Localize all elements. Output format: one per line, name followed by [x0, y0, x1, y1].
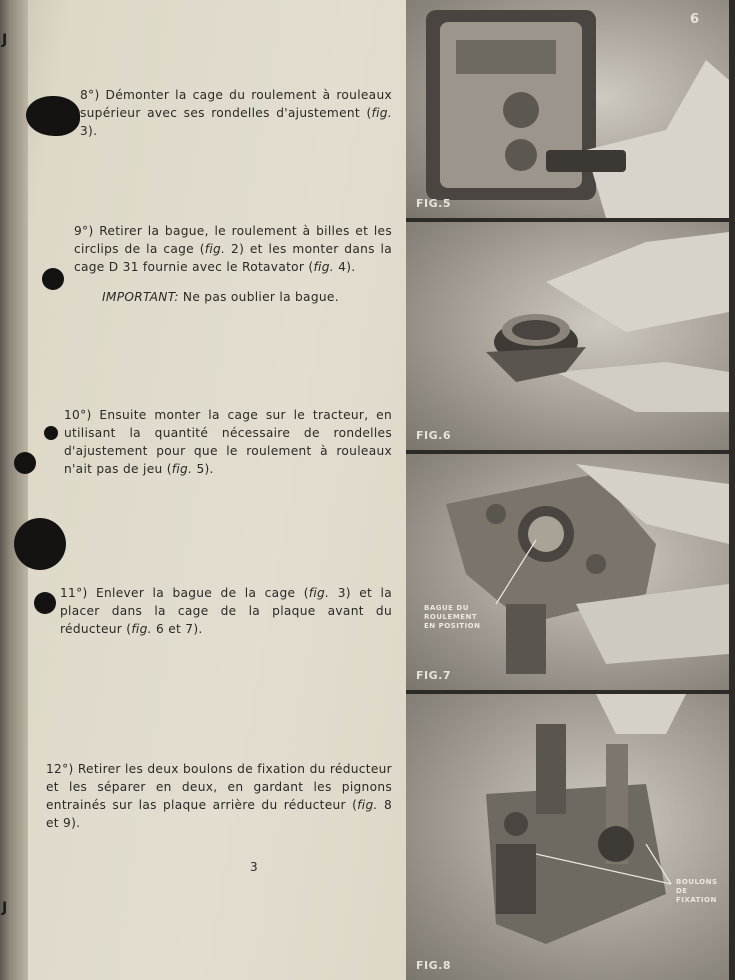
corner-page-number: 6 [689, 12, 699, 27]
figure-7-photo [406, 454, 729, 690]
page-edge-shadow [0, 0, 28, 980]
step-9: 9°) Retirer la bague, le roulement à billes et les circlips de la cage (fig. 2) et les monter dans la cage D 31 fournie avec le Rotavator (fig. 4). [74, 224, 392, 274]
front-plate-illustration [406, 454, 729, 690]
punch-hole [14, 452, 36, 474]
figure-6-label: FIG.6 [416, 429, 451, 442]
figures-column [406, 0, 735, 980]
page-number: 3 [250, 860, 258, 874]
step-11: 11°) Enlever la bague de la cage (fig. 3) et la placer dans la cage de la plaque avant du réducteur (fig. 6 et 7). [60, 586, 392, 636]
figure-7-callout: BAGUE DU ROULEMENT EN POSITION [424, 604, 481, 630]
bearing-cage-illustration [406, 222, 729, 450]
figure-5-photo [406, 0, 729, 218]
instructions-column [40, 0, 400, 980]
figure-6-photo [406, 222, 729, 450]
step-12: 12°) Retirer les deux boulons de fixation du réducteur et les séparer en deux, en gardant les pignons entrainés sur las plaque arrière du réducteur (fig. 8 et 9). [46, 762, 392, 830]
step-8: 8°) Démonter la cage du roulement à rouleaux supérieur avec ses rondelles d'ajustement (fig. 3). [80, 88, 392, 138]
figure-5-label: FIG.5 [416, 197, 451, 210]
figure-7-label: FIG.7 [416, 669, 451, 682]
reducer-gears-illustration [406, 694, 729, 980]
step-10: 10°) Ensuite monter la cage sur le tracteur, en utilisant la quantité nécessaire de rondelles d'ajustement pour que le roulement à rouleaux n'ait pas de jeu (fig. 5). [64, 408, 392, 476]
gearbox-illustration [406, 0, 729, 218]
figure-8-label: FIG.8 [416, 959, 451, 972]
margin-letter-top: J [2, 32, 8, 48]
figure-8-photo [406, 694, 729, 980]
margin-letter-bottom: J [2, 900, 8, 916]
figure-8-callout: BOULONS DE FIXATION [676, 878, 718, 904]
important-note: IMPORTANT: Ne pas oublier la bague. [102, 290, 339, 304]
